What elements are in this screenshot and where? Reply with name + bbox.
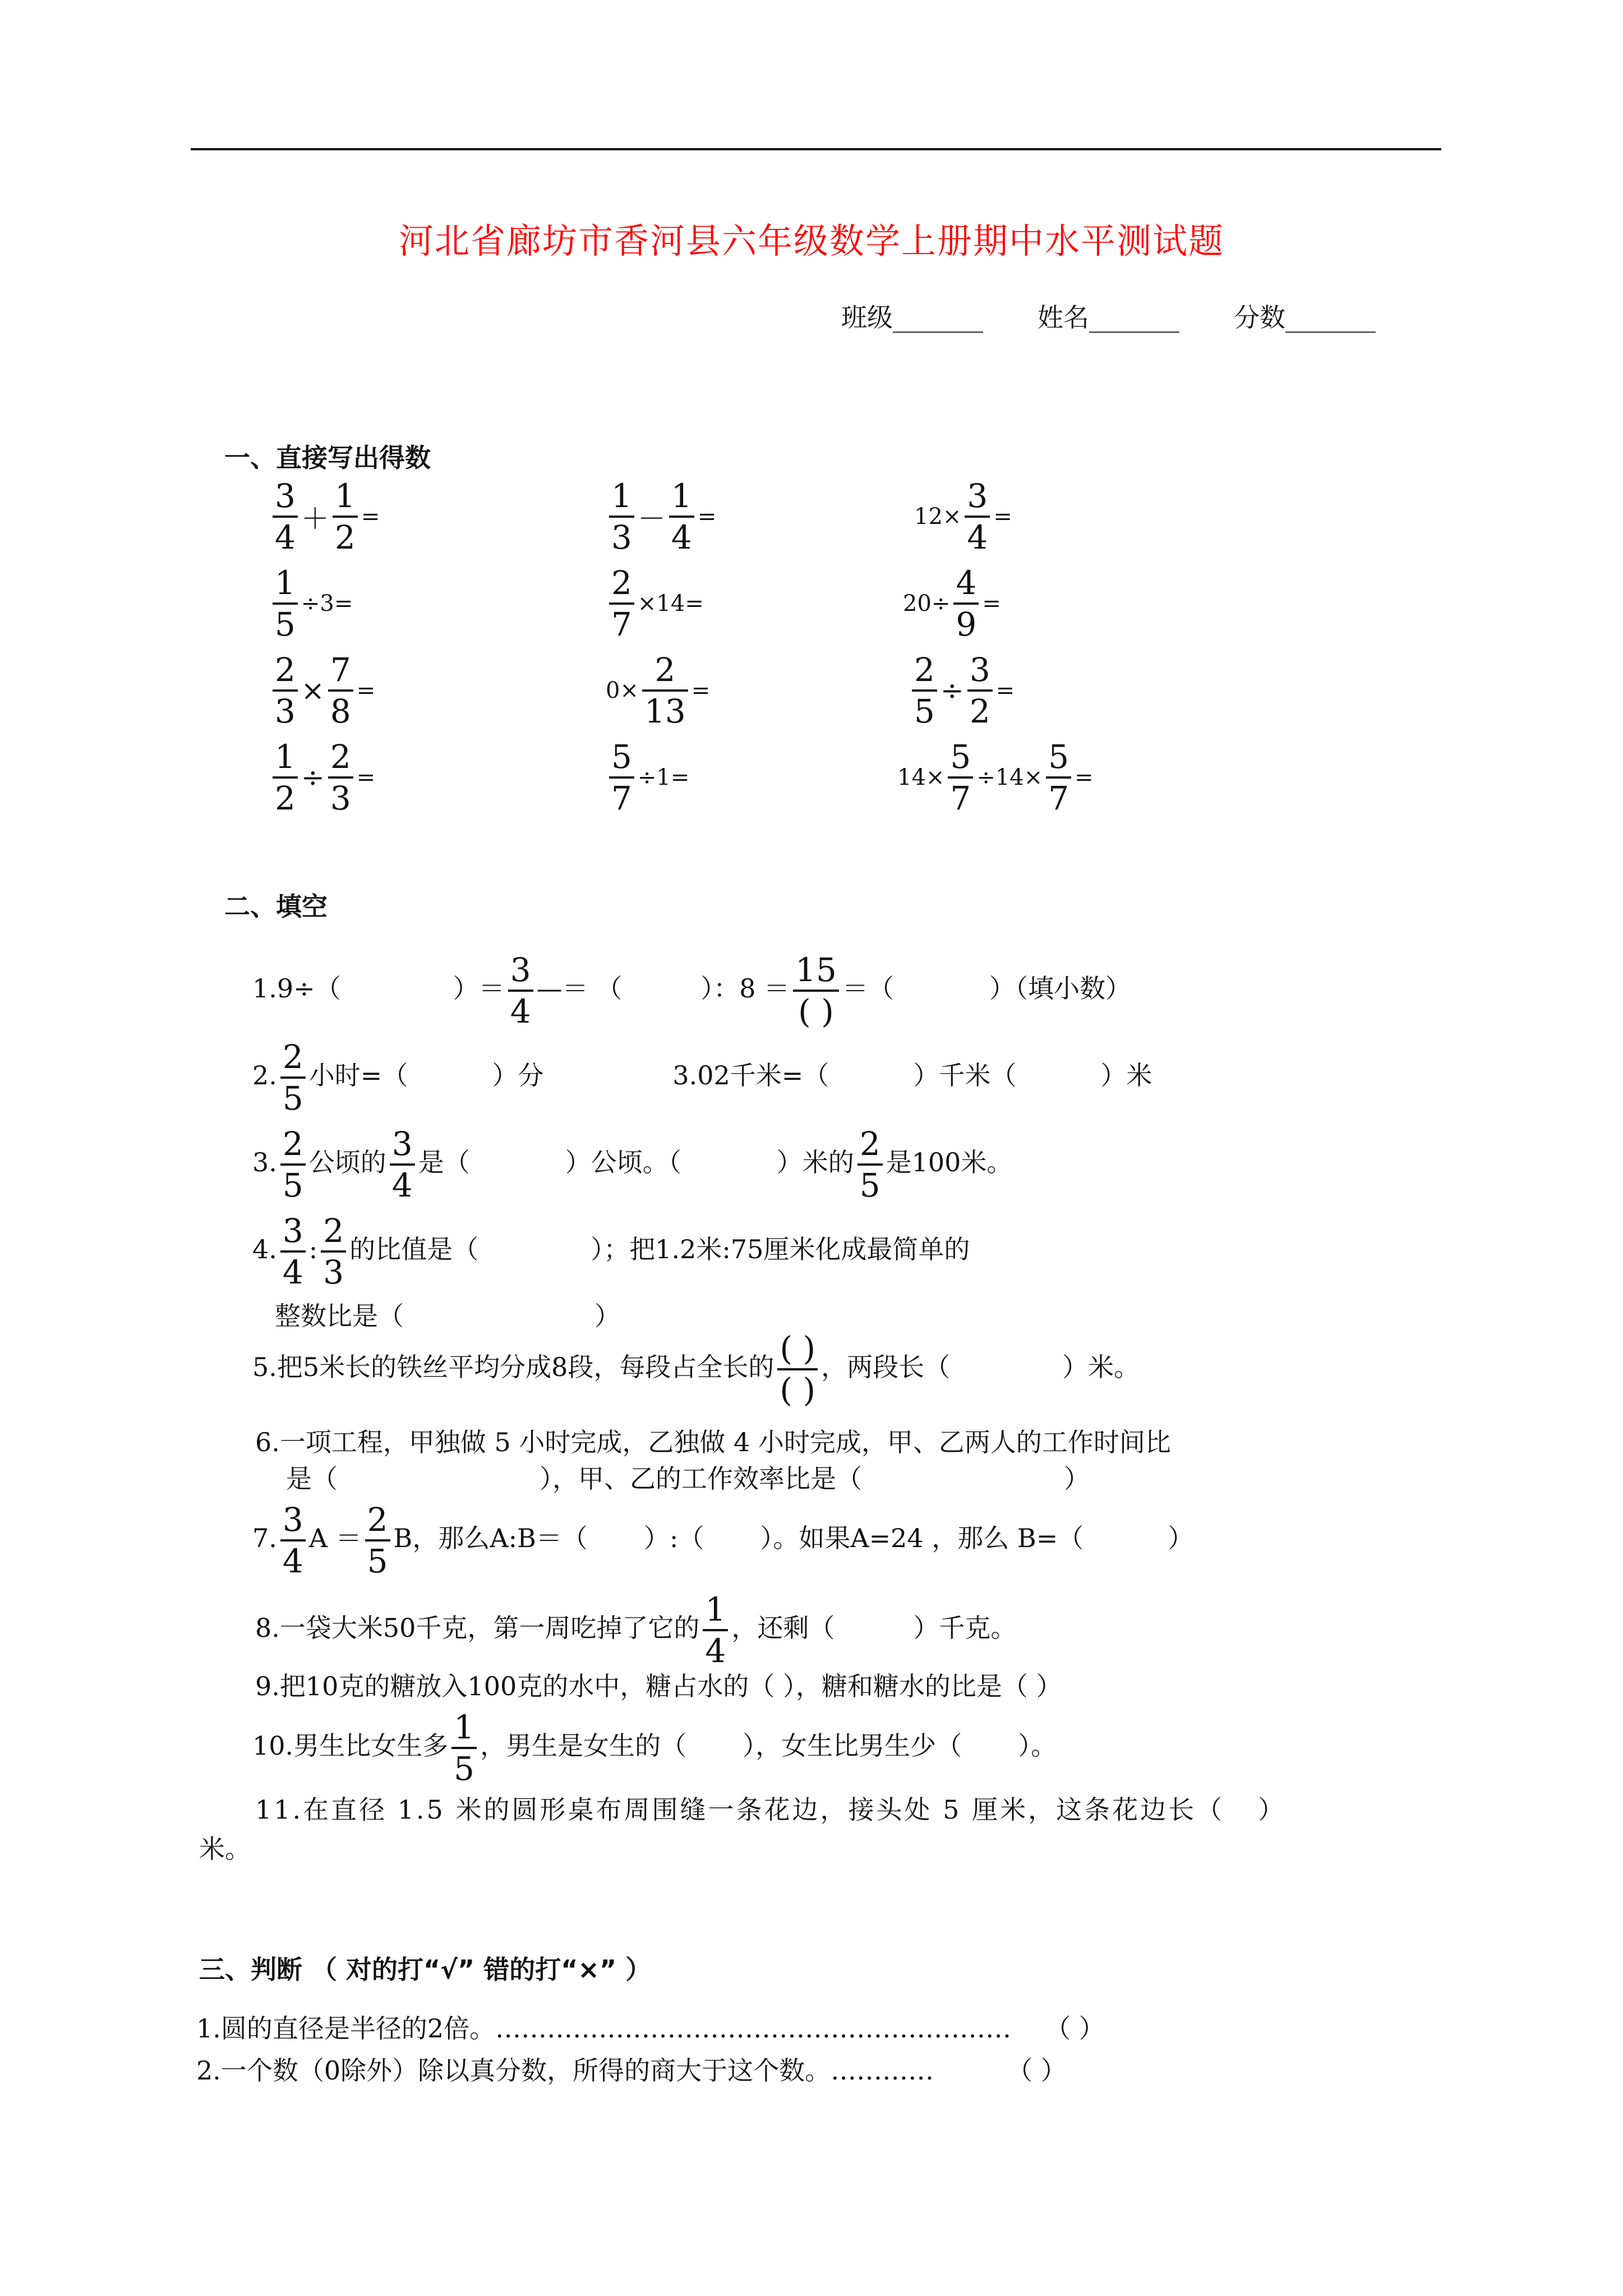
question-10: 10.男生比女生多 $\frac{1}{5}$ ，男生是女生的（ ），女生比男生少（ ）。 (252, 1708, 1057, 1788)
question-4: 4. $\frac{3}{4}$ : $\frac{2}{3}$ 的比值是（ ）；把1.2米:75厘米化成最简单的 (252, 1212, 970, 1291)
question-11-cont: 米。 (199, 1834, 251, 1864)
calc-item: $\frac{1}{3}$ － $\frac{1}{4}$ = (606, 480, 716, 554)
question-3: 3. $\frac{2}{5}$ 公顷的 $\frac{3}{4}$ 是（ ）公顷。（ ）米的 $\frac{2}{5}$ 是100米。 (252, 1125, 1013, 1204)
calc-item: $\frac{2}{5}$ ÷ $\frac{3}{2}$ = (909, 654, 1015, 728)
name-field: 姓名_______ (1038, 302, 1179, 333)
judge-item-1: 1.圆的直径是半径的2倍。…………………………………………………… （ ） (196, 2013, 1105, 2044)
calc-item: 12× $\frac{3}{4}$ = (914, 477, 1012, 556)
calc-item: $\frac{3}{4}$ ＋ $\frac{1}{2}$ = (269, 480, 380, 554)
calc-item: $\frac{5}{7}$ ÷1= (606, 740, 689, 815)
section2-heading: 二、填空 (224, 891, 328, 922)
calc-item: $\frac{2}{3}$ × $\frac{7}{8}$ = (269, 654, 375, 728)
question-6-cont: 是（ ），甲、乙的工作效率比是（ ） (286, 1464, 1090, 1494)
judge-item-2: 2.一个数（0除外）除以真分数，所得的商大于这个数。………… （ ） (196, 2055, 1067, 2086)
section1-heading: 一、直接写出得数 (224, 443, 431, 473)
calc-item: 20÷ $\frac{4}{9}$ = (903, 564, 1001, 643)
class-field: 班级_______ (841, 302, 983, 333)
calc-item: $\frac{1}{2}$ ÷ $\frac{2}{3}$ = (269, 740, 375, 815)
question-9: 9.把10克的糖放入100克的水中，糖占水的（ ），糖和糖水的比是（ ） (255, 1671, 1062, 1701)
question-8: 8.一袋大米50千克，第一周吃掉了它的 $\frac{1}{4}$ ，还剩（ ）千克。 (255, 1590, 1017, 1670)
calc-item: $\frac{2}{7}$ ×14= (606, 567, 704, 641)
question-5: 5.把5米长的铁丝平均分成8段，每段占全长的 $\frac{( )}{( )}$ ，两段长（ ）米。 (252, 1329, 1140, 1409)
page-title: 河北省廊坊市香河县六年级数学上册期中水平测试题 (398, 220, 1224, 261)
calc-item: 0× $\frac{2}{13}$ = (606, 651, 711, 730)
question-1: 1.9÷（ ）＝ $\frac{3}{4}$ —＝ （ ）：8 ＝ $\frac{15}{( )}$ ＝（ ）（填小数） (252, 951, 1131, 1030)
question-2: 2. $\frac{2}{5}$ 小时=（ ）分 3.02千米=（ ）千米（ ）米 (252, 1038, 1152, 1117)
calc-item: $\frac{1}{5}$ ÷3= (269, 567, 353, 641)
section3-heading: 三、判断 （ 对的打“√” 错的打“×” ） (199, 1954, 652, 1985)
question-4-cont: 整数比是（ ） (275, 1301, 620, 1331)
question-7: 7. $\frac{3}{4}$ A ＝ $\frac{2}{5}$ B，那么A:B＝（ ）:（ ）。如果A=24 ，那么 B=（ ） (252, 1501, 1194, 1580)
calc-item: 14× $\frac{5}{7}$ ÷14× $\frac{5}{7}$ = (897, 738, 1094, 817)
top-rule (191, 148, 1441, 150)
question-6: 6.一项工程，甲独做 5 小时完成，乙独做 4 小时完成，甲、乙两人的工作时间比 (255, 1427, 1171, 1457)
score-field: 分数_______ (1234, 302, 1376, 333)
question-11: 11.在直径 1.5 米的圆形桌布周围缝一条花边，接头处 5 厘米，这条花边长（ ） (255, 1795, 1287, 1825)
